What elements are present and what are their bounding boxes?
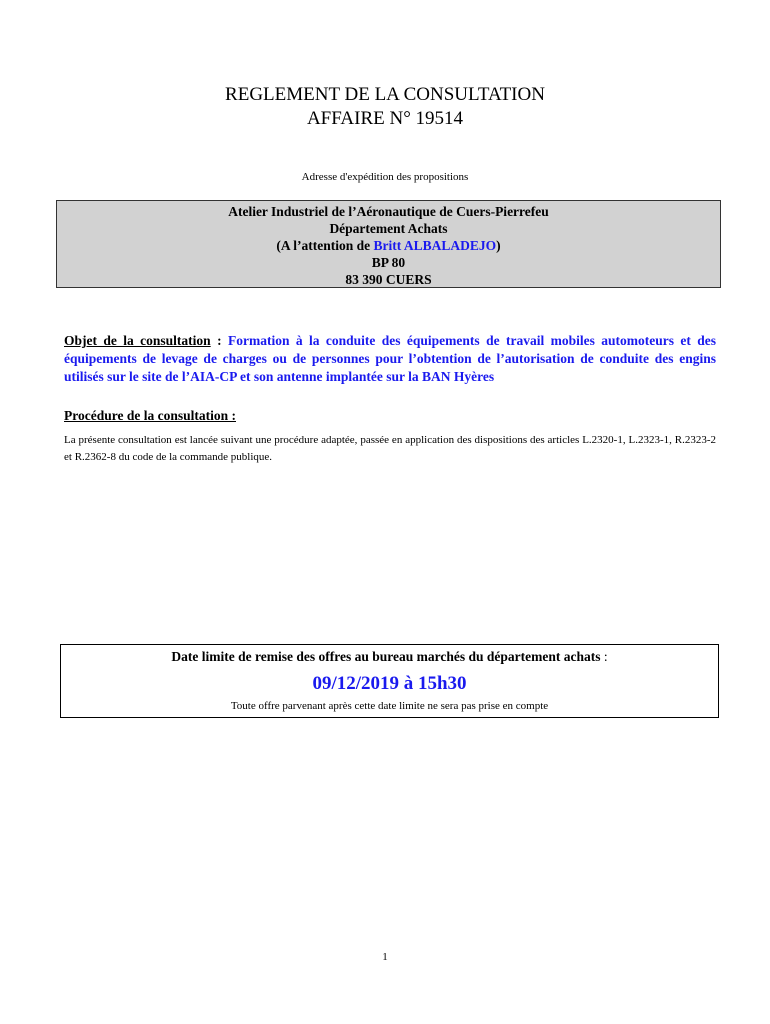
objet-text: Formation à la conduite des équipements de travail mobiles automoteurs et des équipements de levage de charges ou de personnes pour l’obtention de l’autorisation de conduite des engins utilisés sur le site de l’AIA-CP et son antenne implantée sur la BAN Hyères xyxy=(64,333,716,384)
deadline-label-suffix: : xyxy=(600,649,608,664)
attention-suffix: ) xyxy=(496,238,501,253)
address-label: Adresse d'expédition des propositions xyxy=(301,171,469,183)
address-postcode-city: 83 390 CUERS xyxy=(345,272,432,287)
affaire-number: AFFAIRE N° 19514 xyxy=(306,108,464,129)
address-organization: Atelier Industriel de l’Aéronautique de Cuers-Pierrefeu xyxy=(228,204,549,219)
address-po-box: BP 80 xyxy=(371,255,406,270)
objet-label: Objet de la consultation xyxy=(64,333,211,348)
page-number: 1 xyxy=(382,951,388,963)
address-attention xyxy=(57,237,720,254)
procedure-text: La présente consultation est lancée suivant une procédure adaptée, passée en application des dispositions des articles L.2320-1, L.2323-1, R.2323-2 et R.2362-8 du code de la commande publique. xyxy=(64,434,716,463)
contact-name: Britt ALBALADEJO xyxy=(373,238,497,253)
document-title: REGLEMENT DE LA CONSULTATION xyxy=(225,84,545,105)
deadline-box xyxy=(60,644,719,718)
deadline-label xyxy=(61,648,718,665)
deadline-date: 09/12/2019 à 15h30 xyxy=(312,673,467,694)
objet-paragraph xyxy=(64,332,716,386)
address-box xyxy=(56,200,721,288)
attention-prefix: (A l’attention de xyxy=(276,238,374,253)
deadline-note: Toute offre parvenant après cette date limite ne sera pas prise en compte xyxy=(230,700,549,712)
procedure-heading: Procédure de la consultation : xyxy=(64,408,236,423)
deadline-label-text: Date limite de remise des offres au bureau marchés du département achats xyxy=(171,649,601,664)
objet-separator: : xyxy=(210,333,228,348)
address-department: Département Achats xyxy=(329,221,448,236)
